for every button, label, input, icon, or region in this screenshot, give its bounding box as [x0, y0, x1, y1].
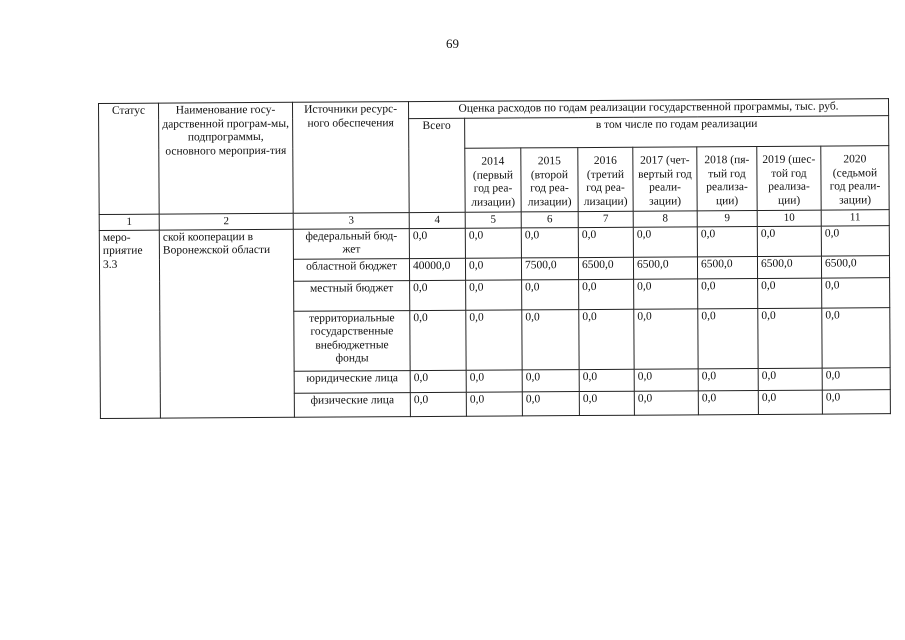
column-number: 11	[821, 209, 889, 225]
name-cell: ской кооперации в Воронежской области	[159, 229, 294, 418]
header-including: в том числе по годам реализации	[465, 115, 889, 148]
value-cell: 0,0	[410, 392, 466, 416]
value-cell: 0,0	[410, 370, 466, 392]
header-name: Наименование госу-дарственной програм-мы, подпрограммы, основного мероприя-тия	[159, 102, 294, 213]
header-year: 2016 (третий год реа-лизации)	[578, 147, 633, 211]
value-cell: 0,0	[822, 277, 890, 307]
value-cell: 0,0	[579, 309, 634, 369]
value-cell: 0,0	[822, 389, 890, 413]
header-status: Статус	[99, 103, 160, 214]
value-cell: 0,0	[579, 279, 634, 309]
value-cell: 0,0	[698, 308, 758, 368]
header-estimate: Оценка расходов по годам реализации государственной программы, тыс. руб.	[408, 99, 888, 118]
value-cell: 0,0	[466, 392, 522, 416]
value-cell: 0,0	[758, 278, 822, 308]
value-cell: 0,0	[634, 390, 698, 414]
value-cell: 0,0	[578, 227, 633, 257]
value-cell: 0,0	[633, 226, 697, 257]
value-cell: 0,0	[466, 280, 522, 310]
column-number: 8	[633, 210, 697, 226]
value-cell: 0,0	[410, 310, 466, 370]
value-cell: 0,0	[757, 226, 821, 257]
source-cell: территориальные государственные внебюджетные фонды	[294, 310, 410, 371]
value-cell: 0,0	[522, 309, 579, 369]
value-cell: 0,0	[758, 308, 822, 368]
column-number: 9	[697, 210, 757, 226]
budget-table	[98, 98, 891, 418]
value-cell: 0,0	[758, 390, 822, 414]
value-cell: 6500,0	[633, 256, 697, 278]
value-cell: 0,0	[522, 391, 579, 415]
value-cell: 0,0	[579, 391, 634, 415]
value-cell: 0,0	[698, 278, 758, 308]
value-cell: 0,0	[821, 225, 889, 256]
value-cell: 0,0	[466, 370, 522, 392]
value-cell: 0,0	[410, 280, 466, 310]
value-cell: 0,0	[822, 367, 890, 389]
column-number: 10	[757, 210, 821, 226]
column-number: 4	[409, 212, 465, 228]
column-number: 6	[521, 211, 578, 227]
header-year: 2018 (пя-тый год реализа-ции)	[697, 146, 757, 210]
header-year: 2020 (седьмой год реали-зации)	[821, 145, 889, 209]
table-row	[99, 225, 889, 260]
value-cell: 0,0	[522, 369, 579, 391]
column-number: 5	[465, 211, 521, 227]
value-cell: 40000,0	[409, 258, 465, 280]
value-cell: 0,0	[521, 227, 578, 257]
value-cell: 0,0	[465, 227, 521, 257]
value-cell: 0,0	[697, 226, 757, 256]
header-year: 2015 (второй год реа-лизации)	[521, 147, 578, 211]
page-number: 69	[446, 36, 459, 51]
value-cell: 6500,0	[578, 257, 633, 279]
header-year: 2014 (первый год реа-лизации)	[465, 147, 521, 211]
header-year: 2019 (шес-той год реализа-ции)	[757, 146, 821, 210]
value-cell: 0,0	[466, 310, 522, 370]
value-cell: 0,0	[758, 368, 822, 390]
header-sources: Источники ресурс-ного обеспечения	[292, 102, 409, 213]
value-cell: 7500,0	[521, 257, 578, 279]
source-cell: физические лица	[294, 392, 410, 417]
source-cell: федеральный бюд-жет	[293, 228, 409, 259]
status-cell: меро-приятие 3.3	[99, 230, 160, 418]
column-number: 3	[293, 212, 409, 229]
value-cell: 0,0	[822, 307, 890, 367]
value-cell: 0,0	[634, 278, 698, 308]
source-cell: юридические лица	[294, 370, 410, 393]
value-cell: 0,0	[634, 308, 698, 368]
value-cell: 6500,0	[757, 256, 821, 278]
value-cell: 0,0	[579, 369, 634, 391]
value-cell: 6500,0	[697, 256, 757, 278]
column-number: 1	[99, 214, 159, 230]
header-total: Всего	[409, 118, 466, 212]
source-cell: местный бюджет	[294, 280, 410, 311]
header-year: 2017 (чет-вертый год реали-зации)	[633, 146, 697, 210]
value-cell: 0,0	[698, 390, 758, 414]
value-cell: 0,0	[409, 228, 465, 258]
column-number: 2	[159, 213, 293, 230]
source-cell: областной бюджет	[293, 258, 409, 281]
value-cell: 0,0	[698, 368, 758, 390]
value-cell: 0,0	[522, 279, 579, 309]
value-cell: 0,0	[634, 368, 698, 390]
column-number: 7	[578, 211, 633, 227]
value-cell: 6500,0	[821, 255, 889, 277]
value-cell: 0,0	[465, 258, 521, 280]
